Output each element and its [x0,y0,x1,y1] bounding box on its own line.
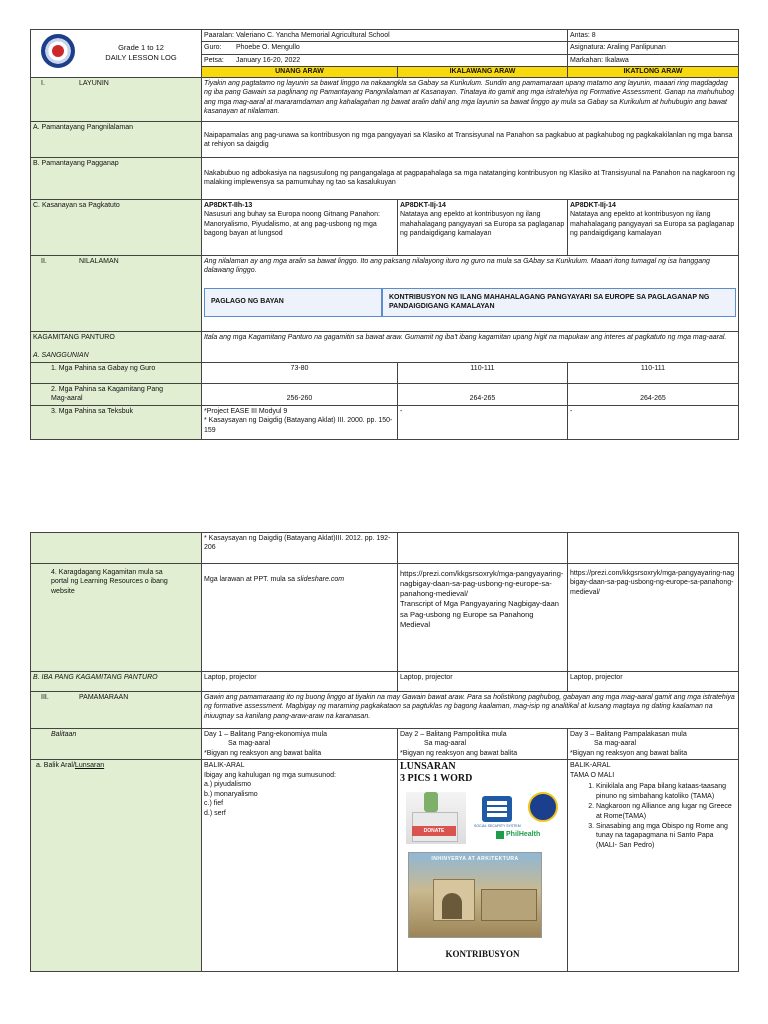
iba-day3: Laptop, projector [568,672,739,692]
kasanayan-day1: AP8DKT-IIh-13 Nasusuri ang buhay sa Europa noong Gitnang Panahon: Manoryalismo, Piyudalismo, at ang pag-usbong ng mga bagong bayan at lungsod [202,199,398,255]
antas-cell: Antas: 8 [568,30,739,42]
lr-day1: Mga larawan at PPT. mula sa slideshare.com [202,564,398,672]
teksbuk-cont-day3 [568,533,739,564]
grade-label: Grade 1 to 12 [118,43,164,52]
date-range: January 16-20, 2022 [235,56,301,64]
teacher-name: Phoebe O. Mengullo [235,44,300,52]
tama-mali-item-3: 3. Sinasabing ang mga Obispo ng Rome ang tunay na tagapagmana ni Santo Papa (MALI- San Pedro) [596,822,736,850]
guro-cell: Guro: Phoebe O. Mengullo [202,42,568,54]
pamamaraan-label: III. PAMAMARAAN [31,692,202,729]
balik-aral-day1: BALIK-ARAL Ibigay ang kahulugan ng mga sumusunod: a.) piyudalismo b.) monaryalismo c.) fief d.) serf [202,760,398,972]
kagamitan-day2: 264-265 [398,383,568,405]
lr-day3[interactable]: https://prezi.com/kkgsrsoxryk/mga-pangyayaring-nagbigay-daan-sa-pag-usbong-ng-europe-sa-panahong-medieval/ [568,564,739,672]
kagamitan-label: KAGAMITANG PANTURO A. SANGGUNIAN [31,331,202,362]
pamamaraan-text: Gawin ang pamamaraang ito ng buong linggo at tiyakin na may Gawain bawat araw. Para sa holistikong paghubog, gabayan ang mga mag-aaral gamit ang mga istratehiya ng formative assessment. Magbigay ng maraming pagkakataon sa pagtuklas ng bagong kaalaman, mag-isip ng analitikal at kusang magtaya ng dating kaalaman na iniuugnay sa kanilang pang-araw-araw na karanasan. [202,692,739,729]
philhealth-logo: PhilHealth [496,830,540,839]
kasanayan-day3: AP8DKT-IIj-14 Natataya ang epekto at kontribusyon ng ilang mahahalagang pangyayari sa Europa sa paglaganap ng pandaigdigang kamalayan [568,199,739,255]
pagganap-label: B. Pamantayang Pagganap [31,157,202,199]
tama-mali-item-1: 1. Kinikilala ang Papa bilang kataas-taasang pinuno ng simbahang katoliko (TAMA) [596,782,736,801]
kagamitan-text: Itala ang mga Kagamitang Panturo na gagamitin sa bawat araw. Gumamit ng iba't ibang kagamitan upang higit na mapukaw ang interes at pagkatuto ng mga mag-aaral. [202,331,739,362]
iba-day2: Laptop, projector [398,672,568,692]
petsa-cell: Petsa: January 16-20, 2022 [202,54,568,66]
balitaan-day1: Day 1 – Balitang Pang-ekonomiya mula Sa mag-aaral *Bigyan ng reaksyon ang bawat balita [202,729,398,760]
day-header-2: IKALAWANG ARAW [398,67,568,77]
paaralan-cell: Paaralan: Valeriano C. Yancha Memorial Agricultural School [202,30,568,42]
kasanayan-day2: AP8DKT-IIj-14 Natataya ang epekto at kontribusyon ng ilang mahahalagang pangyayari sa Europa sa paglaganap ng pandaigdigang kamalayan [398,199,568,255]
kagamitan-day3: 264-265 [568,383,739,405]
kontribusyon-box: KONTRIBUSYON NG ILANG MAHAHALAGANG PANGYAYARI SA EUROPE SA PAGLAGANAP NG PANDAIGDIGANG KAMALAYAN [382,288,736,317]
gabay-day2: 110-111 [398,362,568,383]
log-title: DAILY LESSON LOG [105,53,177,62]
pangnilalaman-text: Naipapamalas ang pag-unawa sa kontribusyon ng mga pangyayari sa Klasiko at Transisyunal na Panahon sa pagkabuo at pagkahubog ng pagkakakilanlan ng mga bansa at rehiyon sa daigdig [202,121,739,157]
donate-image: DONATE [406,792,466,844]
layunin-text: Tiyakin ang pagtatamo ng layunin sa bawat linggo na nakaangkla sa Gabay sa Kurikulum. Sundin ang pamamaraan upang matamo ang layunin, maaari ring magdagdag ng iba pang Gawain sa paglinang ng Pamantayang Pangnilalaman at Kasanayan. Tinataya ito gamit ang mga istratehiya ng Formative Assessment. Ganap na mahuhubog ang mga mag-aaral at mararamdaman ang kahalagahan ng bawat aralin dahil ang mga layunin sa bawat linggo ay mula sa Gabay sa Kurikulum at huhubugin ang bawat kasanayan at nilalaman. [202,77,739,121]
teksbuk-day1: *Project EASE III Modyul 9 * Kasaysayan ng Daigdig (Batayang Aklat) III. 2000. pp. 150-159 [202,405,398,439]
iba-pang-kagamitan-label: B. IBA PANG KAGAMITANG PANTURO [31,672,202,692]
lr-day2[interactable]: https://prezi.com/kkgsrsoxryk/mga-pangyayaring-nagbigay-daan-sa-pag-usbong-ng-europe-sa-panahong-medieval/ Transcript of Mga Pangyayaring Nagbigay-daan sa Pag-usbong ng Europe sa Panahong Medieval [398,564,568,672]
kasanayan-label: C. Kasanayan sa Pagkatuto [31,199,202,255]
school-name: Valeriano C. Yancha Memorial Agricultural School [235,32,390,39]
page-1 [30,29,738,440]
lr-label: 4. Karagdagang Kagamitan mula sa portal ng Learning Resources o ibang website [31,564,202,672]
balik-aral-label: a. Balik Aral/Lunsaran [31,760,202,972]
layunin-label: I. LAYUNIN [31,77,202,121]
teksbuk-label: 3. Mga Pahina sa Teksbuk [31,405,202,439]
nilalaman-label: II. NILALAMAN [31,255,202,331]
tama-mali-item-2: 2. Nagkaroon ng Alliance ang lugar ng Greece at Rome(TAMA) [596,802,736,821]
pangnilalaman-label: A. Pamantayang Pangnilalaman [31,121,202,157]
balitaan-day3: Day 3 – Balitang Pampalakasan mula Sa mag-aaral *Bigyan ng reaksyon ang bawat balita [568,729,739,760]
architecture-image: INHINYERYA AT ARKITEKTURA [408,852,542,938]
gabay-day1: 73-80 [202,362,398,383]
day-header-3: IKATLONG ARAW [568,67,739,77]
lesson-log-table-1 [30,29,739,440]
balitaan-label: Balitaan [31,729,202,760]
teksbuk-cont-label [31,533,202,564]
slideshare-link: slideshare.com [297,576,345,583]
header-title-cell [31,30,202,78]
sss-logo-icon [482,796,512,822]
pagganap-text: Nakabubuo ng adbokasiya na nagsusulong ng pangangalaga at pagpapahalaga sa mga natatanging kontribusyon ng Klasiko at Transisyunal na Panahon na nagkaroon ng malaking implewensya sa pamumuhay ng tao sa kasalukuyan [202,157,739,199]
gabay-label: 1. Mga Pahina sa Gabay ng Guro [31,362,202,383]
seal-icon [528,792,558,822]
asignatura-cell: Asignatura: Araling Panlipunan [568,42,739,54]
deped-seal-icon [41,34,75,68]
teksbuk-day3: - [568,405,739,439]
balitaan-day2: Day 2 – Balitang Pampolitika mula Sa mag-aaral *Bigyan ng reaksyon ang bawat balita [398,729,568,760]
iba-day1: Laptop, projector [202,672,398,692]
lesson-log-table-2 [30,532,739,972]
nilalaman-text: Ang nilalaman ay ang mga aralin sa bawat linggo. Ito ang paksang nilalayong ituro ng guro na mula sa GAbay sa Kurikulum. Maaari itong tumagal ng isa hanggang dalawang linggo. [204,257,710,275]
teksbuk-cont-day2 [398,533,568,564]
teksbuk-cont-day1: * Kasaysayan ng Daigdig (Batayang Aklat)III. 2012. pp. 192-206 [202,533,398,564]
kagamitang-pang-mag-aaral-label: 2. Mga Pahina sa Kagamitang Pang Mag-aaral [31,383,202,405]
balik-aral-day3: BALIK-ARAL TAMA O MALI 1. Kinikilala ang Papa bilang kataas-taasang pinuno ng simbahang katoliko (TAMA) 2. Nagkaroon ng Alliance ang lugar ng Greece at Rome(TAMA) 3. Sinasabing ang mga Obispo ng Rome ang tunay na tagapagmana ni Santo Papa (MALI- San Pedro) [568,760,739,972]
day-header-1: UNANG ARAW [202,67,398,77]
lunsaran-answer: KONTRIBUSYON [445,949,520,960]
paglago-ng-bayan-box: PAGLAGO NG BAYAN [204,288,382,317]
markahan-cell: Markahan: Ikalawa [568,54,739,66]
page-2 [30,532,738,972]
kagamitan-day1: 256-260 [202,383,398,405]
teksbuk-day2: - [398,405,568,439]
lunsaran-day2: LUNSARAN 3 PICS 1 WORD DONATE SOCIAL SECURITY SYSTEM PhilHealth INHINYERYA AT ARKITEKTURA KONTRIBUSYON [398,760,568,972]
nilalaman-cell [202,255,739,331]
gabay-day3: 110-111 [568,362,739,383]
